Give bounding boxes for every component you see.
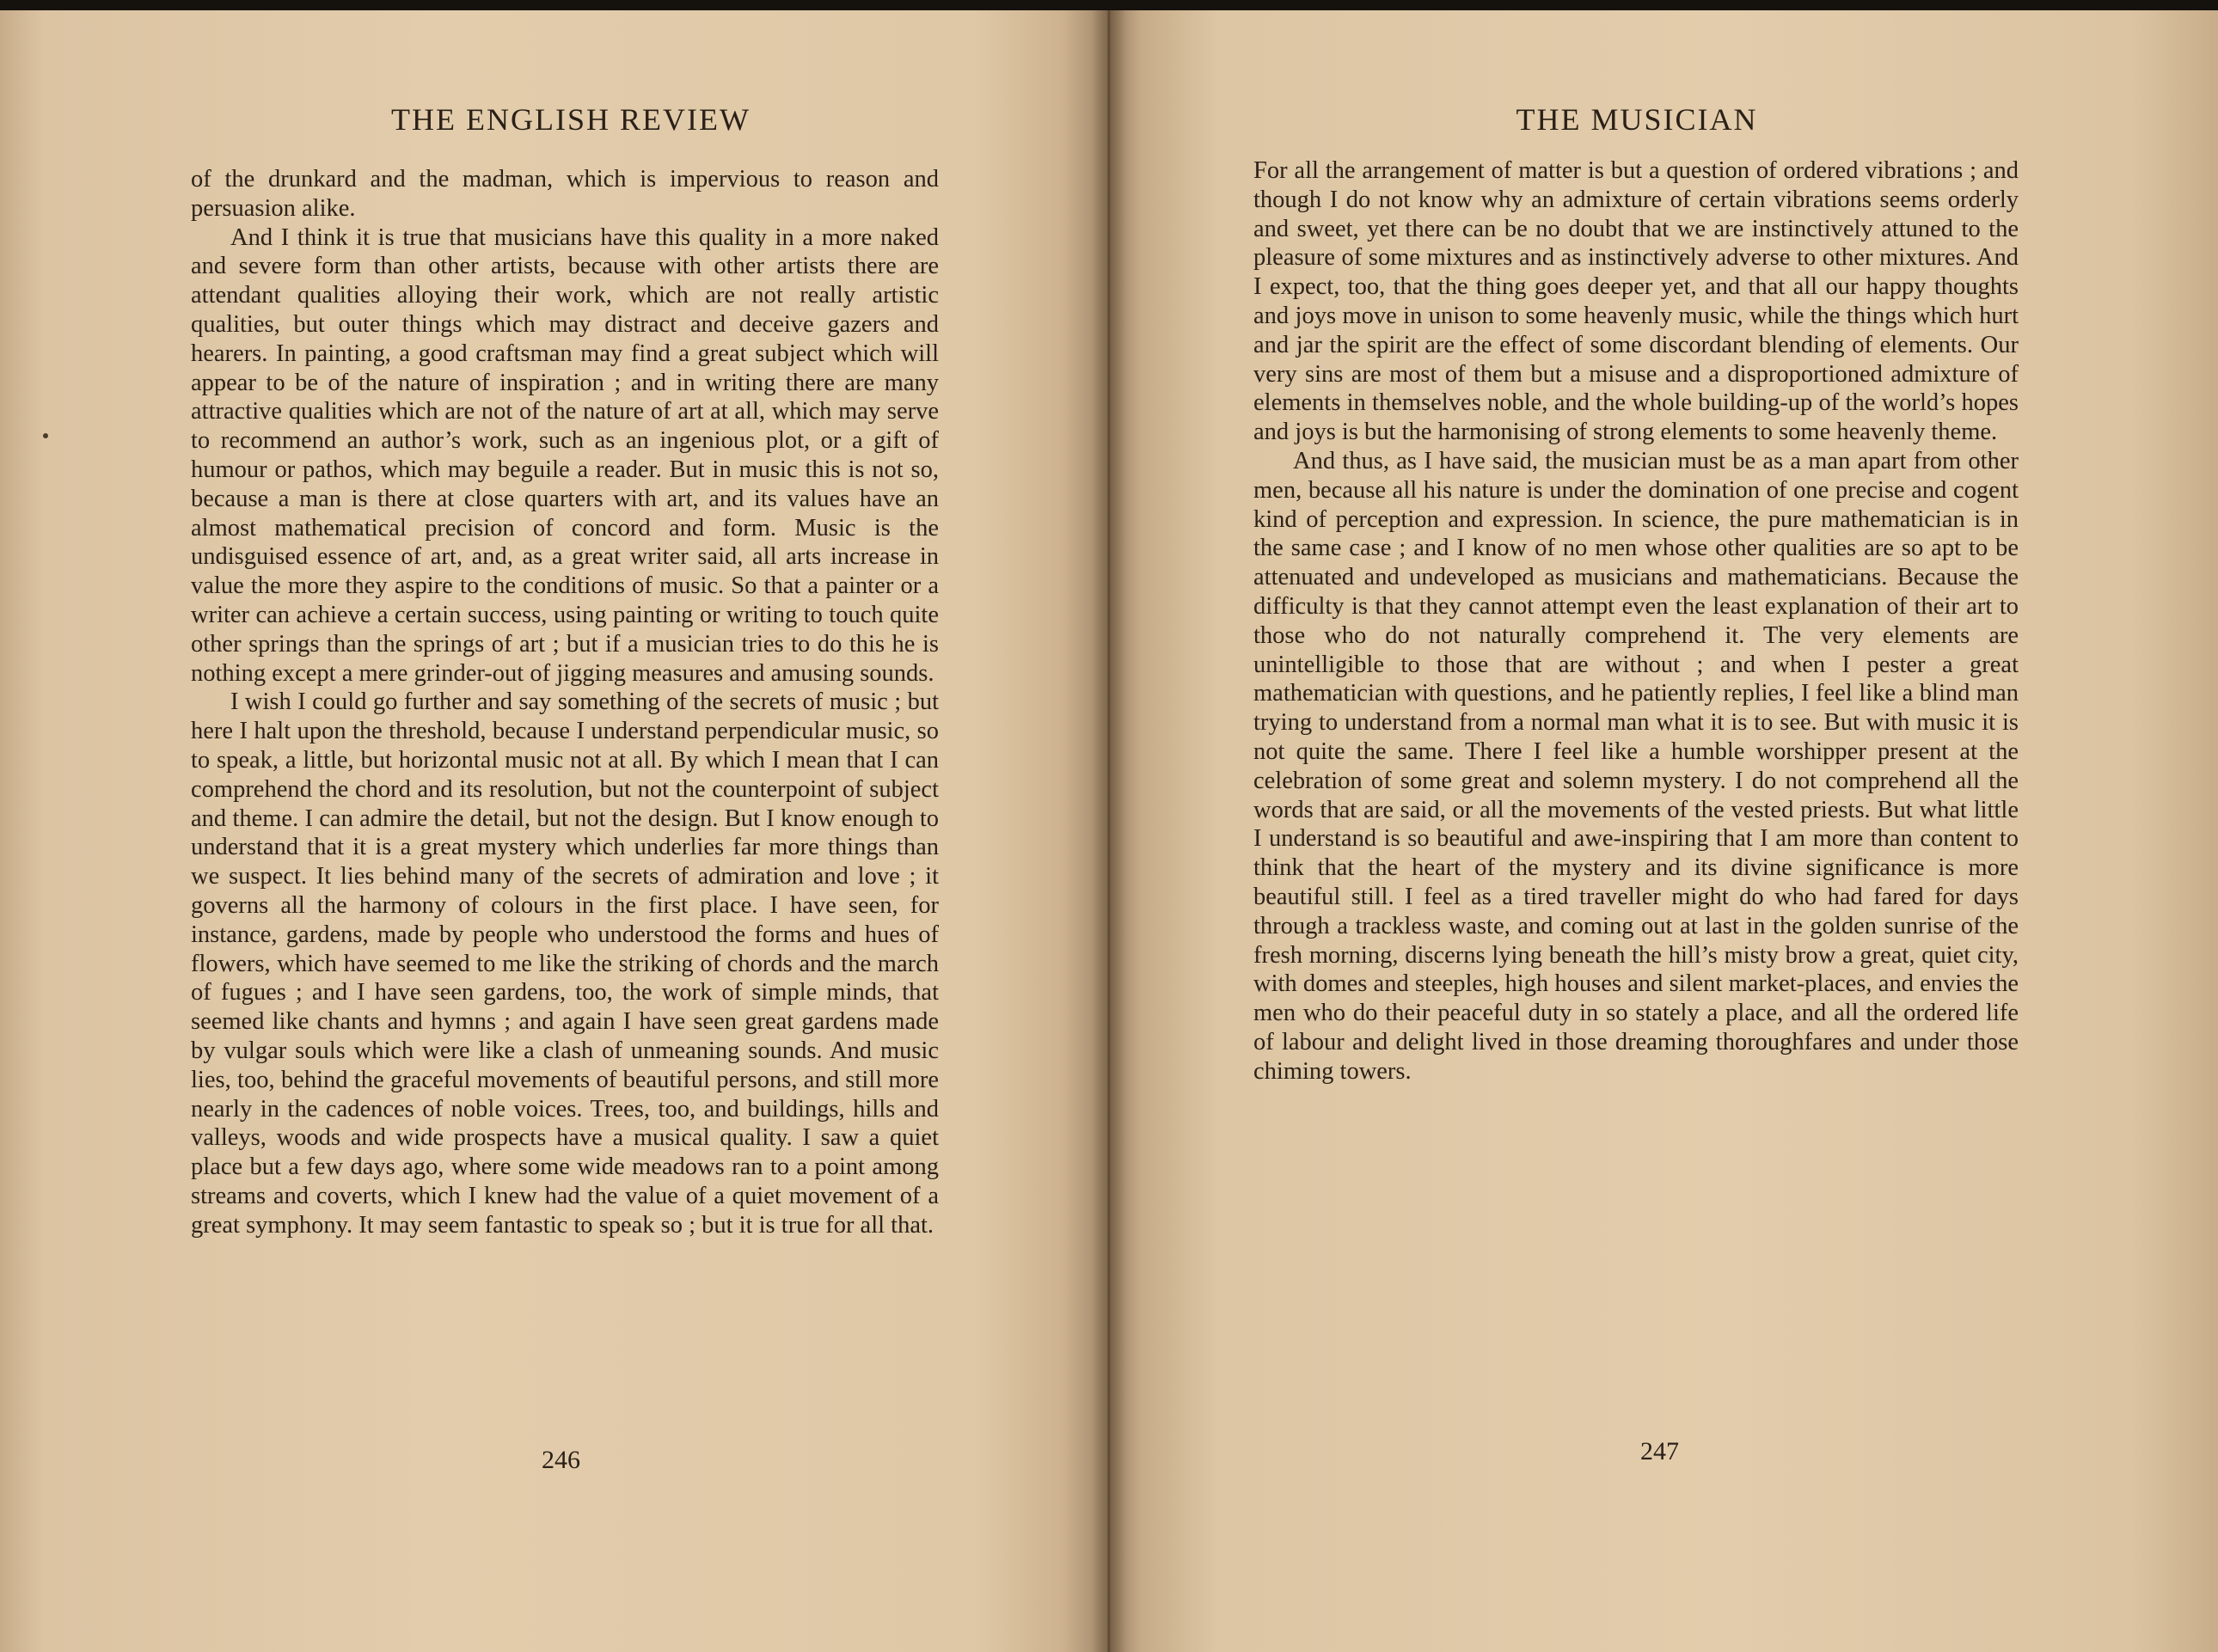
right-page-number: 247: [1640, 1437, 1679, 1465]
left-body-text: [191, 165, 939, 1239]
right-body-text: [1253, 156, 2019, 1086]
right-page: [1107, 10, 2218, 1652]
left-page: [0, 10, 1107, 1652]
left-paragraph-3: I wish I could go further and say something of the secrets of music ; but here I halt upon the threshold, because I understand perpendicular music, so to speak, a little, but horizontal music not at all. By which I mean that I can comprehend the chord and its resolution, but not the counterpoint of subject and theme. I can admire the detail, but not the design. But I know enough to understand that it is a great mystery which underlies far more things than we suspect. It lies behind many of the secrets of admiration and love ; it governs all the harmony of colours in the first place. I have seen, for instance, gardens, made by people who understood the forms and hues of flowers, which have seemed to me like the striking of chords and the march of fugues ; and I have seen gardens, too, the work of simple minds, that seemed like chants and hymns ; and again I have seen great gardens made by vulgar souls which were like a clash of unmeaning sounds. And music lies, too, behind the graceful movements of beautiful persons, and still more nearly in the cadences of noble voices. Trees, too, and buildings, hills and valleys, woods and wide prospects have a musical quality. I saw a quiet place but a few days ago, where some wide meadows ran to a point among streams and coverts, which I knew had the value of a quiet movement of a great symphony. It may seem fantastic to speak so ; but it is true for all that.: [191, 688, 939, 1239]
left-running-head: THE ENGLISH REVIEW: [391, 102, 751, 137]
left-page-number: 246: [542, 1446, 580, 1474]
left-paragraph-1: of the drunkard and the madman, which is impervious to reason and persuasion alike.: [191, 166, 939, 222]
paper-speck: [43, 433, 48, 438]
book-gutter: [1092, 10, 1126, 1652]
right-paragraph-2: And thus, as I have said, the musician must be as a man apart from other men, because all his nature is under the domination of one precise and cogent kind of perception and expression. In science, the pure mathematician is in the same case ; and I know of no men whose other qualities are so apt to be attenuated and undeveloped as musicians and mathematicians. Because the difficulty is that they cannot attempt even the least explanation of their art to those who do not naturally comprehend it. The very elements are unintelligible to those that are without ; and when I pester a great mathematician with questions, and he patiently replies, I feel like a blind man trying to understand from a normal man what it is to see. But with music it is not quite the same. There I feel like a humble worshipper present at the celebration of some great and solemn mystery. I do not comprehend all the words that are said, or all the movements of the vested priests. But what little I understand is so beautiful and awe-inspiring that I am more than content to think that the heart of the mystery and its divine significance is more beautiful still. I feel as a tired traveller might do who had fared for days through a trackless waste, and coming out at last in the golden sunrise of the fresh morning, discerns lying beneath the hill’s misty brow a great, quiet city, with domes and steeples, high houses and silent market-places, and envies the men who do their peaceful duty in so stately a place, and all the ordered life of labour and delight lived in those dreaming thoroughfares and under those chiming towers.: [1253, 447, 2019, 1085]
right-running-head: THE MUSICIAN: [1516, 102, 1758, 137]
right-paragraph-1: For all the arrangement of matter is but a question of ordered vibrations ; and though I do not know why an admixture of certain vibrations seems orderly and sweet, yet there can be no doubt that we are instinctively attuned to the pleasure of some mixtures and as instinctively adverse to other mixtures. And I expect, too, that the thing goes deeper yet, and that all our happy thoughts and joys move in unison to some heavenly music, while the things which hurt and jar the spirit are the effect of some discordant blending of elements. Our very sins are most of them but a misuse and a disproportioned admixture of elements in themselves noble, and the whole building-up of the world’s hopes and joys is but the harmonising of strong elements to some heavenly theme.: [1253, 157, 2019, 446]
left-paragraph-2: And I think it is true that musicians have this quality in a more naked and severe form than other artists, because with other artists there are attendant qualities alloying their work, which are not really artistic qualities, but outer things which may distract and deceive gazers and hearers. In painting, a good craftsman may find a great subject which will appear to be of the nature of inspiration ; and in writing there are many attractive qualities which are not of the nature of art at all, which may serve to recommend an author’s work, such as an ingenious plot, or a gift of humour or pathos, which may beguile a reader. But in music this is not so, because a man is there at close quarters with art, and its values have an almost mathematical precision of concord and form. Music is the undisguised essence of art, and, as a great writer said, all arts increase in value the more they aspire to the conditions of music. So that a painter or a writer can achieve a certain success, using painting or writing to touch quite other springs than the springs of art ; but if a musician tries to do this he is nothing except a mere grinder-out of jigging measures and amusing sounds.: [191, 223, 939, 687]
